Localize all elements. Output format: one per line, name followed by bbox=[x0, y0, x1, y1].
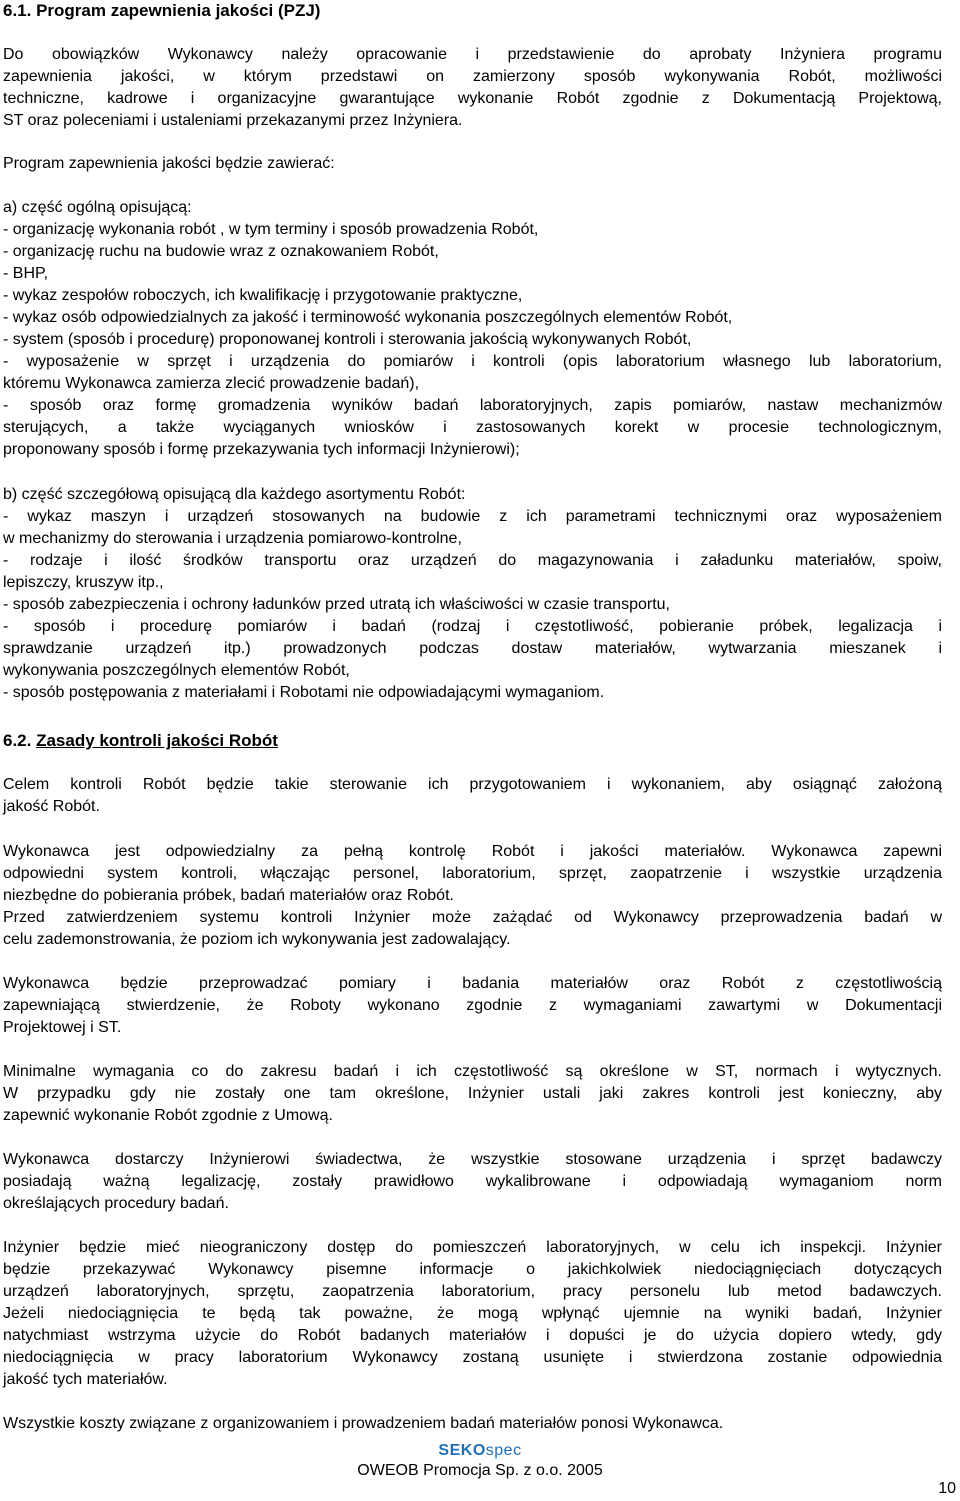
list-item: lepiszczy, kruszyw itp., bbox=[3, 574, 164, 591]
text-line: Wykonawca będzie przeprowadzać pomiary i badania materiałów oraz Robót z częstotliwością bbox=[3, 975, 942, 992]
section-number: 6.2. bbox=[3, 731, 32, 750]
list-item: wykonywania poszczególnych elementów Robót, bbox=[3, 662, 350, 679]
list-item: - wykaz zespołów roboczych, ich kwalifikację i przygotowanie praktyczne, bbox=[3, 287, 523, 304]
text-line: Wykonawca jest odpowiedzialny za pełną kontrolę Robót i jakości materiałów. Wykonawca zapewni bbox=[3, 843, 942, 860]
page-number: 10 bbox=[938, 1480, 956, 1497]
text-line: celu zademonstrowania, że poziom ich wykonywania jest zadowalający. bbox=[3, 931, 511, 948]
list-item: - sposób i procedurę pomiarów i badań (rodzaj i częstotliwość, pobieranie próbek, legalizacja i bbox=[3, 618, 942, 635]
paragraph bbox=[3, 1149, 942, 1215]
paragraph bbox=[3, 1061, 942, 1127]
text-line: ST oraz poleceniami i ustaleniami przekazanymi przez Inżyniera. bbox=[3, 112, 463, 129]
section-heading-6-1: 6.1. Program zapewnienia jakości (PZJ) bbox=[3, 1, 321, 20]
text-line: Minimalne wymagania co do zakresu badań i ich częstotliwość są określone w ST, normach i wytycznych. bbox=[3, 1063, 942, 1080]
list-item: sterujących, a także wyciąganych wniosków i zastosowanych korekt w procesie technologicznym, bbox=[3, 419, 942, 436]
section-heading-6-2 bbox=[3, 730, 278, 752]
brand-light: spec bbox=[485, 1442, 522, 1459]
list-item: - sposób zabezpieczenia i ochrony ładunków przed utratą ich właściwości w czasie transportu, bbox=[3, 596, 670, 613]
intro-paragraph bbox=[3, 44, 942, 132]
list-item: - system (sposób i procedurę) proponowanej kontroli i sterowania jakością wykonywanych Robót, bbox=[3, 331, 692, 348]
text-line: niedociągnięcia w pracy laboratorium Wykonawcy zostaną usunięte i stwierdzona zostanie odpowiednia bbox=[3, 1349, 942, 1366]
text-line: Do obowiązków Wykonawcy należy opracowanie i przedstawienie do aprobaty Inżyniera programu bbox=[3, 46, 942, 63]
brand-bold: SEKO bbox=[438, 1442, 486, 1459]
text-line: niezbędne do pobierania próbek, badań materiałów oraz Robót. bbox=[3, 887, 454, 904]
list-item: sprawdzanie urządzeń itp.) prowadzonych podczas dostaw materiałów, wytwarzania mieszanek i bbox=[3, 640, 942, 657]
text-line: Inżynier będzie mieć nieograniczony dostęp do pomieszczeń laboratoryjnych, w celu ich inspekcji. Inżynier bbox=[3, 1239, 942, 1256]
page-footer bbox=[0, 1441, 960, 1481]
brand-logo bbox=[0, 1441, 960, 1461]
list-item: - wykaz osób odpowiedzialnych za jakość i terminowość wykonania poszczególnych elementów Robót, bbox=[3, 309, 733, 326]
list-item: - BHP, bbox=[3, 265, 49, 282]
text-line: odpowiedni system kontroli, włączając personel, laboratorium, sprzęt, zaopatrzenie i wszystkie urządzenia bbox=[3, 865, 942, 882]
text-line: posiadają ważną legalizację, zostały prawidłowo wykalibrowane i odpowiadają wymaganiom norm bbox=[3, 1173, 942, 1190]
paragraph bbox=[3, 841, 942, 951]
list-item: - sposób postępowania z materiałami i Robotami nie odpowiadającymi wymaganiom. bbox=[3, 684, 605, 701]
text-line: Jeżeli niedociągnięcia te będą tak poważne, że mogą wpłynąć ujemnie na wyniki badań, Inżynier bbox=[3, 1305, 942, 1322]
paragraph bbox=[3, 973, 942, 1039]
part-b-title: b) część szczegółową opisującą dla każdego asortymentu Robót: bbox=[3, 486, 466, 503]
list-item: - organizację wykonania robót , w tym terminy i sposób prowadzenia Robót, bbox=[3, 221, 539, 238]
list-item: - wykaz maszyn i urządzeń stosowanych na budowie z ich parametrami technicznymi oraz wyposażeniem bbox=[3, 508, 942, 525]
paragraph bbox=[3, 1413, 942, 1435]
list-item: któremu Wykonawca zamierza zlecić prowadzenie badań), bbox=[3, 375, 420, 392]
text-line: zapewnienia jakości, w którym przedstawi on zamierzony sposób wykonywania Robót, możliwości bbox=[3, 68, 942, 85]
text-line: zapewnić wykonanie Robót zgodnie z Umową. bbox=[3, 1107, 333, 1124]
text-line: jakość tych materiałów. bbox=[3, 1371, 168, 1388]
company-name: OWEOB Promocja Sp. z o.o. 2005 bbox=[357, 1462, 603, 1479]
part-b-list bbox=[3, 484, 942, 704]
section-title: Zasady kontroli jakości Robót bbox=[36, 731, 278, 750]
paragraph bbox=[3, 1237, 942, 1391]
paragraph bbox=[3, 774, 942, 818]
text-line: określających procedury badań. bbox=[3, 1195, 229, 1212]
text-line: Projektowej i ST. bbox=[3, 1019, 122, 1036]
text-line: Wykonawca dostarczy Inżynierowi świadectwa, że wszystkie stosowane urządzenia i sprzęt badawczy bbox=[3, 1151, 942, 1168]
list-item: - wyposażenie w sprzęt i urządzenia do pomiarów i kontroli (opis laboratorium własnego lub laboratorium, bbox=[3, 353, 942, 370]
part-a-list bbox=[3, 197, 942, 461]
text-line: będzie przekazywać Wykonawcy pisemne informacje o jakichkolwiek niedociągnięciach dotyczących bbox=[3, 1261, 942, 1278]
text-line: natychmiast wstrzyma użycie do Robót badanych materiałów i dopuści je do użycia dopiero wtedy, gdy bbox=[3, 1327, 942, 1344]
list-item: proponowany sposób i formę przekazywania tych informacji Inżynierowi); bbox=[3, 441, 520, 458]
text-line: jakość Robót. bbox=[3, 798, 100, 815]
text-line: zapewniającą stwierdzenie, że Roboty wykonano zgodnie z wymaganiami zawartymi w Dokumentacji bbox=[3, 997, 942, 1014]
text-line: Wszystkie koszty związane z organizowaniem i prowadzeniem badań materiałów ponosi Wykonawca. bbox=[3, 1415, 724, 1432]
program-intro: Program zapewnienia jakości będzie zawierać: bbox=[3, 155, 335, 172]
text-line: techniczne, kadrowe i organizacyjne gwarantujące wykonanie Robót zgodnie z Dokumentacją Projektową, bbox=[3, 90, 942, 107]
list-item: - sposób oraz formę gromadzenia wyników badań laboratoryjnych, zapis pomiarów, nastaw mechanizmów bbox=[3, 397, 942, 414]
text-line: urządzeń laboratoryjnych, sprzętu, zaopatrzenia laboratorium, pracy personelu lub metod badawczych. bbox=[3, 1283, 942, 1300]
list-item: - organizację ruchu na budowie wraz z oznakowaniem Robót, bbox=[3, 243, 439, 260]
text-line: Przed zatwierdzeniem systemu kontroli Inżynier może zażądać od Wykonawcy przeprowadzenia badań w bbox=[3, 909, 942, 926]
text-line: Celem kontroli Robót będzie takie sterowanie ich przygotowaniem i wykonaniem, aby osiągnąć założoną bbox=[3, 776, 942, 793]
list-item: w mechanizmy do sterowania i urządzenia pomiarowo-kontrolne, bbox=[3, 530, 462, 547]
list-item: - rodzaje i ilość środków transportu oraz urządzeń do magazynowania i załadunku materiałów, spoiw, bbox=[3, 552, 942, 569]
text-line: W przypadku gdy nie zostały one tam określone, Inżynier ustali jaki zakres kontroli jest konieczny, aby bbox=[3, 1085, 942, 1102]
part-a-title: a) część ogólną opisującą: bbox=[3, 199, 192, 216]
